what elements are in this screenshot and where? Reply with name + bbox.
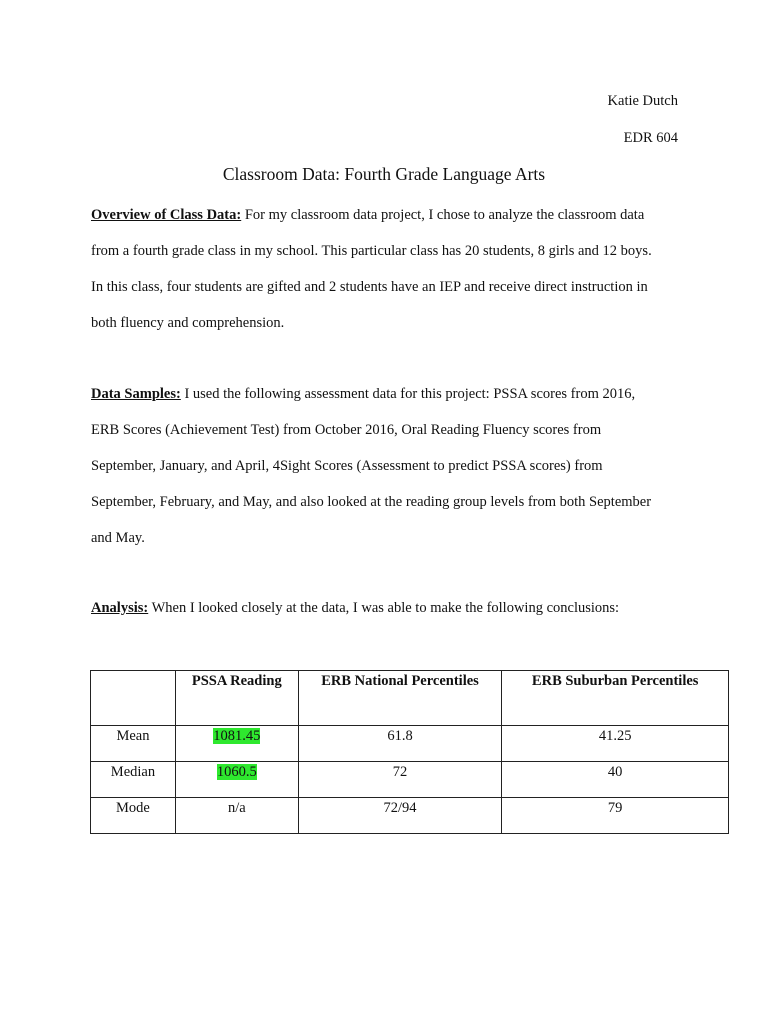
highlighted-value: 1060.5 <box>216 764 257 780</box>
data-samples-section <box>91 376 691 556</box>
table-cell: 79 <box>502 798 729 834</box>
table-cell <box>175 762 298 798</box>
table-cell: 61.8 <box>298 726 502 762</box>
samples-text: I used the following assessment data for this project: PSSA scores from 2016, <box>180 386 636 402</box>
overview-line: from a fourth grade class in my school. This particular class has 20 students, 8 girls and 12 boys. <box>91 243 652 259</box>
table-header-cell <box>91 671 176 726</box>
row-label: Mean <box>91 726 176 762</box>
overview-heading: Overview of Class Data: <box>91 207 242 223</box>
table-cell: n/a <box>175 798 298 834</box>
analysis-text: When I looked closely at the data, I was able to make the following conclusions: <box>148 600 620 616</box>
overview-text: For my classroom data project, I chose to analyze the classroom data <box>241 207 645 223</box>
overview-line: both fluency and comprehension. <box>91 315 285 331</box>
analysis-section <box>91 590 691 626</box>
samples-line <box>91 376 691 412</box>
analysis-line <box>91 590 691 626</box>
table-row <box>91 798 729 834</box>
row-label: Median <box>91 762 176 798</box>
table-cell: 72/94 <box>298 798 502 834</box>
samples-heading: Data Samples: <box>91 386 181 402</box>
table-cell: 40 <box>502 762 729 798</box>
document-title: Classroom Data: Fourth Grade Language Arts <box>222 164 546 184</box>
table-header-cell: PSSA Reading <box>175 671 298 726</box>
samples-line: ERB Scores (Achievement Test) from October 2016, Oral Reading Fluency scores from <box>91 422 602 438</box>
overview-line <box>91 197 691 233</box>
table-cell: 72 <box>298 762 502 798</box>
table-cell: 41.25 <box>502 726 729 762</box>
author-name: Katie Dutch <box>607 93 678 109</box>
table-row <box>91 762 729 798</box>
table-header-cell: ERB Suburban Percentiles <box>502 671 729 726</box>
table-row <box>91 726 729 762</box>
analysis-heading: Analysis: <box>91 600 149 616</box>
table-header-cell: ERB National Percentiles <box>298 671 502 726</box>
statistics-table <box>90 670 729 834</box>
course-code: EDR 604 <box>623 130 678 146</box>
highlighted-value: 1081.45 <box>213 728 261 744</box>
row-label: Mode <box>91 798 176 834</box>
samples-line: September, January, and April, 4Sight Scores (Assessment to predict PSSA scores) from <box>91 458 603 474</box>
overview-section <box>91 197 691 341</box>
samples-line: and May. <box>91 530 145 546</box>
overview-line: In this class, four students are gifted and 2 students have an IEP and receive direct instruction in <box>91 279 648 295</box>
table-header-row <box>91 671 729 726</box>
table-cell <box>175 726 298 762</box>
samples-line: September, February, and May, and also looked at the reading group levels from both September <box>91 494 652 510</box>
